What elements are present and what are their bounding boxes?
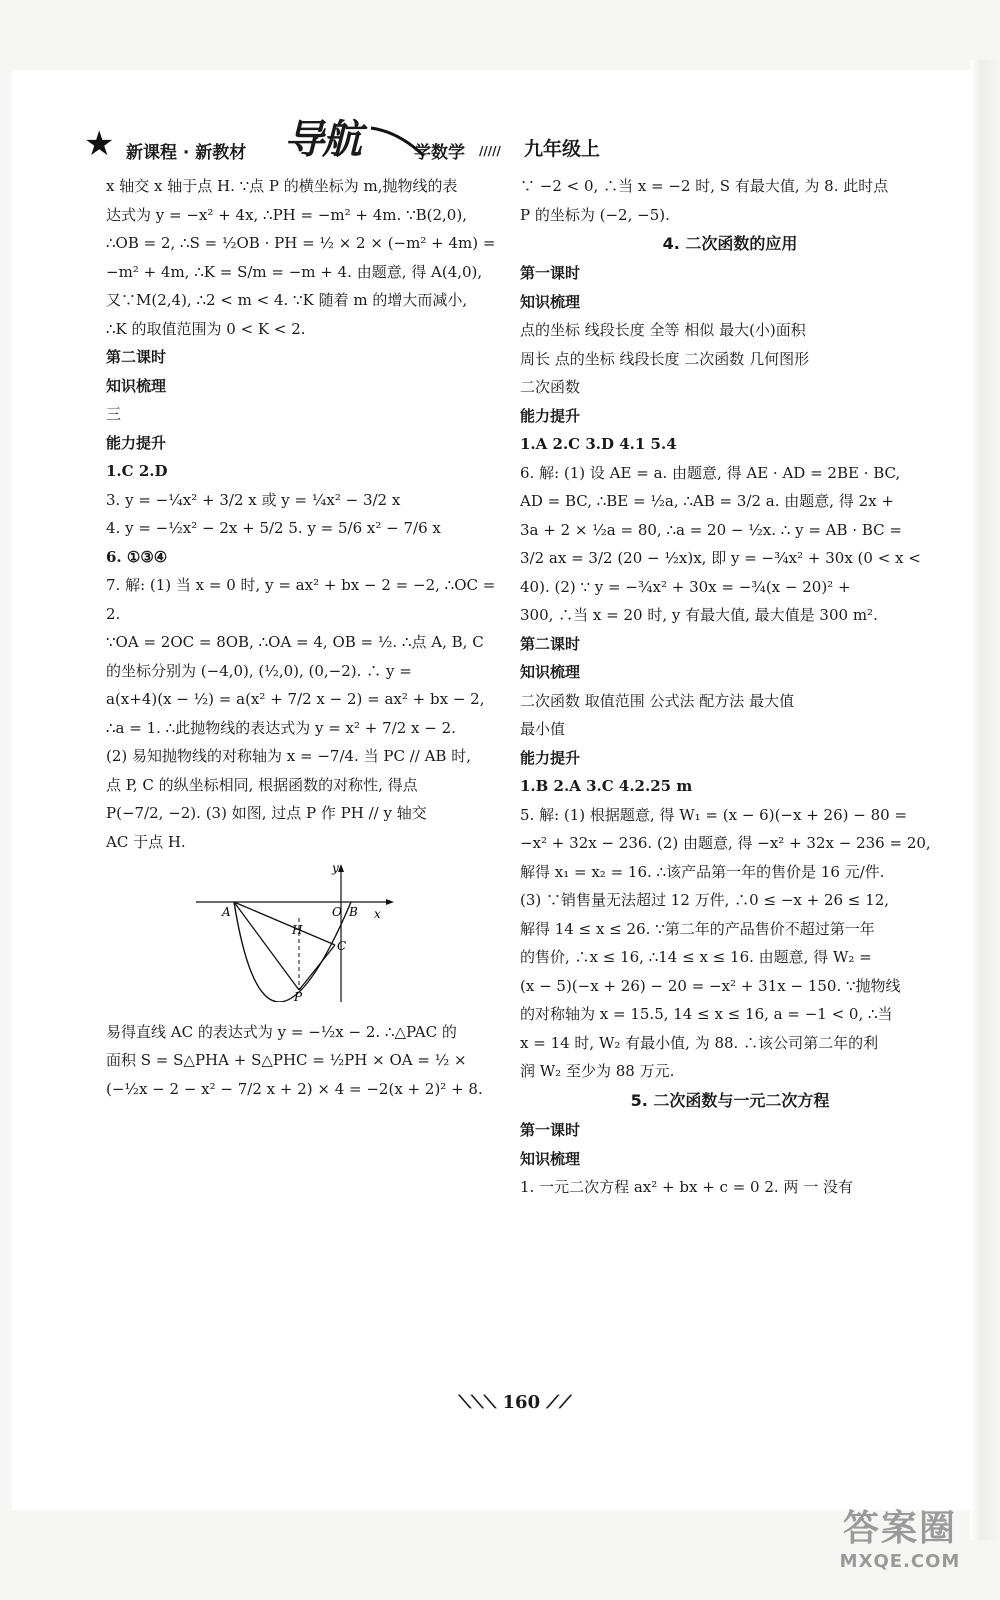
text-line: 点的坐标 线段长度 全等 相似 最大(小)面积	[520, 321, 806, 340]
text-line: 周长 点的坐标 线段长度 二次函数 几何图形	[520, 349, 810, 368]
chapter-title: 4. 二次函数的应用	[662, 234, 798, 253]
text-line: 的坐标分别为 (−4,0), (½,0), (0,−2). ∴ y =	[106, 661, 412, 680]
fig-label-p: P	[294, 990, 303, 1002]
text-line: ∴K 的取值范围为 0 < K < 2.	[106, 319, 306, 338]
text-line: 6. 解: (1) 设 AE = a. 由题意, 得 AE · AD = 2BE · BC,	[520, 463, 901, 482]
text-line: (−½x − 2 − x² − 7/2 x + 2) × 4 = −2(x + 2)² + 8.	[106, 1079, 483, 1098]
text-line: 又∵M(2,4), ∴2 < m < 4. ∵K 随着 m 的增大而减小,	[106, 291, 468, 309]
text-line: AD = BC, ∴BE = ½a, ∴AB = 3/2 a. 由题意, 得 2x +	[520, 492, 894, 511]
text-line: AC 于点 H.	[106, 832, 186, 851]
text-line: 300, ∴当 x = 20 时, y 有最大值, 最大值是 300 m².	[520, 606, 878, 625]
text-line: (3) ∵销售量无法超过 12 万件, ∴0 ≤ −x + 26 ≤ 12,	[520, 891, 890, 910]
text-line: 面积 S = S△PHA + S△PHC = ½PH × OA = ½ ×	[106, 1051, 467, 1069]
chapter-title: 5. 二次函数与一元二次方程	[630, 1090, 830, 1110]
watermark-url: MXQE.COM	[839, 1551, 961, 1572]
text-line: 3a + 2 × ½a = 80, ∴a = 20 − ½x. ∴ y = AB · BC =	[520, 520, 902, 539]
page-number-decoration: ⟍⟍⟍	[458, 1392, 503, 1413]
text-line: a(x+4)(x − ½) = a(x² + 7/2 x − 2) = ax² + bx − 2,	[106, 690, 485, 708]
subject-title: 学数学	[414, 143, 465, 163]
right-column	[520, 172, 940, 1202]
text-line: 二次函数 取值范围 公式法 配方法 最大值	[520, 691, 795, 710]
text-line: 3/2 ax = 3/2 (20 − ½x)x, 即 y = −¾x² + 30x (0 < x <	[520, 549, 921, 568]
text-line: 1. 一元二次方程 ax² + bx + c = 0 2. 两 一 没有	[520, 1178, 853, 1197]
star-icon: ★	[84, 124, 115, 164]
grade-title: 九年级上	[524, 138, 601, 160]
page-number	[440, 1392, 590, 1413]
text-line: 三	[106, 405, 122, 423]
section-heading: 第二课时	[520, 634, 581, 653]
watermark-title: 答案圈	[842, 1508, 957, 1549]
text-line: 解得 x₁ = x₂ = 16. ∴该产品第一年的售价是 16 元/件.	[520, 862, 885, 881]
text-line: 二次函数	[520, 378, 581, 397]
fig-label-o: O	[332, 905, 342, 919]
answer-line: 1.A 2.C 3.D 4.1 5.4	[520, 435, 677, 454]
series-title: 新课程 · 新教材	[126, 143, 247, 163]
text-line: 的对称轴为 x = 15.5, 14 ≤ x ≤ 16, a = −1 < 0, ∴当	[520, 1005, 893, 1024]
watermark	[810, 1500, 990, 1595]
text-line: ∴OB = 2, ∴S = ½OB · PH = ½ × 2 × (−m² + 4m) =	[106, 234, 496, 252]
section-heading: 能力提升	[520, 406, 581, 425]
slash-decoration: /////	[479, 144, 501, 158]
section-heading: 第一课时	[520, 264, 581, 283]
text-line: −x² + 32x − 236. (2) 由题意, 得 −x² + 32x − 236 = 20,	[520, 834, 931, 853]
text-line: 易得直线 AC 的表达式为 y = −½x − 2. ∴△PAC 的	[106, 1022, 457, 1041]
answer-line: 1.B 2.A 3.C 4.2.25 m	[520, 777, 693, 796]
section-heading: 能力提升	[520, 748, 581, 767]
text-line: 润 W₂ 至少为 88 万元.	[520, 1062, 675, 1081]
page-header	[84, 108, 624, 168]
answer-line: 4. y = −½x² − 2x + 5/2 5. y = 5/6 x² − 7/6 x	[106, 519, 441, 537]
text-line: 点 P, C 的纵坐标相同, 根据函数的对称性, 得点	[106, 775, 418, 794]
text-line: 达式为 y = −x² + 4x, ∴PH = −m² + 4m. ∵B(2,0),	[106, 205, 467, 224]
text-line: (x − 5)(−x + 26) − 20 = −x² + 31x − 150. ∵抛物线	[520, 976, 901, 995]
answer-line: 3. y = −¼x² + 3/2 x 或 y = ¼x² − 3/2 x	[106, 490, 401, 509]
answer-line: 6. ①③④	[106, 547, 168, 566]
section-heading: 第一课时	[520, 1121, 581, 1140]
text-line: ∵OA = 2OC = 8OB, ∴OA = 4, OB = ½. ∴点 A, B, C	[106, 633, 484, 651]
fig-label-x: x	[374, 907, 381, 921]
fig-label-b: B	[349, 905, 358, 919]
fig-label-a: A	[222, 905, 231, 919]
page-number-decoration: ⟋⟋	[540, 1392, 572, 1413]
text-line: x 轴交 x 轴于点 H. ∵点 P 的横坐标为 m,抛物线的表	[106, 177, 458, 195]
text-line: 5. 解: (1) 根据题意, 得 W₁ = (x − 6)(−x + 26) − 80 =	[520, 805, 908, 824]
section-heading: 知识梳理	[520, 1149, 581, 1168]
logo: 导航	[284, 116, 360, 163]
text-line: ∴a = 1. ∴此抛物线的表达式为 y = x² + 7/2 x − 2.	[106, 718, 456, 737]
text-line: 40). (2) ∵ y = −¾x² + 30x = −¾(x − 20)² +	[520, 577, 851, 596]
text-line: 最小值	[520, 720, 566, 739]
parabola-figure	[196, 862, 396, 1002]
answer-line: 1.C 2.D	[106, 462, 168, 480]
section-heading: 知识梳理	[106, 376, 167, 395]
fig-label-h: H	[292, 923, 303, 937]
section-heading: 知识梳理	[520, 663, 581, 682]
section-heading: 第二课时	[106, 348, 167, 366]
text-line: 解得 14 ≤ x ≤ 26. ∵第二年的产品售价不超过第一年	[520, 919, 875, 938]
left-column	[106, 172, 501, 1103]
text-line: (2) 易知抛物线的对称轴为 x = −7/4. 当 PC // AB 时,	[106, 747, 471, 765]
text-line: 7. 解: (1) 当 x = 0 时, y = ax² + bx − 2 = −2, ∴OC = 2.	[106, 576, 496, 623]
text-line: 的售价, ∴x ≤ 16, ∴14 ≤ x ≤ 16. 由题意, 得 W₂ =	[520, 948, 872, 967]
text-line: P 的坐标为 (−2, −5).	[520, 205, 670, 224]
fig-label-y: y	[332, 862, 339, 875]
text-line: P(−7/2, −2). (3) 如图, 过点 P 作 PH // y 轴交	[106, 804, 427, 822]
section-heading: 知识梳理	[520, 292, 581, 311]
text-line: x = 14 时, W₂ 有最小值, 为 88. ∴该公司第二年的利	[520, 1033, 879, 1052]
fig-label-c: C	[337, 939, 347, 953]
text-line: ∵ −2 < 0, ∴当 x = −2 时, S 有最大值, 为 8. 此时点	[520, 177, 889, 195]
text-line: −m² + 4m, ∴K = S/m = −m + 4. 由题意, 得 A(4,0),	[106, 262, 483, 281]
page-number-value: 160	[502, 1392, 541, 1413]
page-edge	[970, 60, 1000, 1540]
section-heading: 能力提升	[106, 433, 167, 452]
